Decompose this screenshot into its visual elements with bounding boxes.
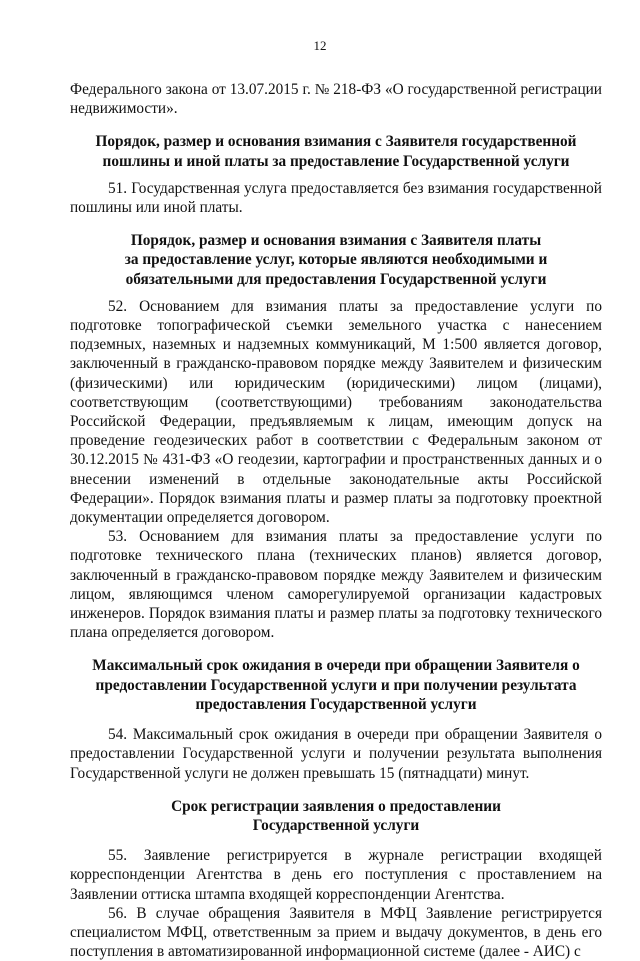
paragraph-53: 53. Основанием для взимания платы за предоставление услуги по подготовке технического плана (технических планов) является договор, заключенный в гражданско-правовом порядке между Заявителем и физическим лицом, являющимся членом саморегулируемой организации кадастровых инженеров. Порядок взимания платы и размер платы за подготовку технического плана определяется договором. (70, 528, 602, 642)
paragraph-51: 51. Государственная услуга предоставляется без взимания государственной пошлины или иной платы. (70, 179, 602, 217)
heading-line: предоставления Государственной услуги (195, 695, 477, 713)
paragraph-55: 55. Заявление регистрируется в журнале регистрации входящей корреспонденции Агентства в день его поступления с проставлением на Заявлении оттиска штампа входящей корреспонденции Агентства. (70, 847, 602, 903)
heading-line: предоставлении Государственной услуги и при получении результата (95, 676, 577, 694)
heading-line: Максимальный срок ожидания в очереди при обращении Заявителя о (92, 657, 580, 675)
intro-paragraph: Федерального закона от 13.07.2015 г. № 218-ФЗ «О государственной регистрации недвижимости». (70, 81, 602, 118)
heading-line: Порядок, размер и основания взимания с Заявителя государственной (95, 133, 577, 151)
section-wait (70, 656, 602, 782)
heading-line: обязательными для предоставления Государственной услуги (125, 270, 547, 288)
section-registration-heading (70, 797, 602, 835)
heading-line: Порядок, размер и основания взимания с Заявителя платы (130, 232, 542, 250)
section-fee (70, 132, 602, 217)
section-necessary (70, 231, 602, 642)
section-wait-heading (70, 656, 602, 714)
paragraph-56: 56. В случае обращения Заявителя в МФЦ Заявление регистрируется специалистом МФЦ, ответственным за прием и выдачу документов, в день его поступления в автоматизированной информационной системе (далее - АИС) с (70, 904, 602, 961)
heading-line: за предоставление услуг, которые являются необходимыми и (124, 251, 548, 269)
heading-line: пошлины и иной платы за предоставление Государственной услуги (102, 152, 570, 170)
heading-line: Срок регистрации заявления о предоставлении (171, 797, 501, 815)
section-necessary-heading (70, 231, 602, 289)
paragraph-52: 52. Основанием для взимания платы за предоставление услуги по подготовке топографической съемки земельного участка с нанесением подземных, наземных и надземных коммуникаций, М 1:500 является договор, заключенный в гражданско-правовом порядке между Заявителем и физическим (физическими) или юридическим (юридическими) лицом (лицами), соответствующим (соответствующими) требованиям законодательства Российской Федерации, предъявляемым к лицам, имеющим допуск на проведение геодезических работ в соответствии с Федеральным законом от 30.12.2015 № 431-ФЗ «О геодезии, картографии и пространственных данных и о внесении изменений в отдельные законодательные акты Российской Федерации». Порядок взимания платы и размер платы за подготовку проектной документации определяется договором. (70, 297, 602, 527)
document-body (70, 80, 602, 961)
section-fee-heading (70, 132, 602, 170)
heading-line: Государственной услуги (252, 816, 420, 834)
paragraph-54: 54. Максимальный срок ожидания в очереди при обращении Заявителя о предоставлении Государственной услуги и получении результата выполнения Государственной услуги не должен превышать 15 (пятнадцати) минут. (70, 726, 602, 782)
section-registration (70, 797, 602, 961)
page-number: 12 (313, 38, 327, 53)
